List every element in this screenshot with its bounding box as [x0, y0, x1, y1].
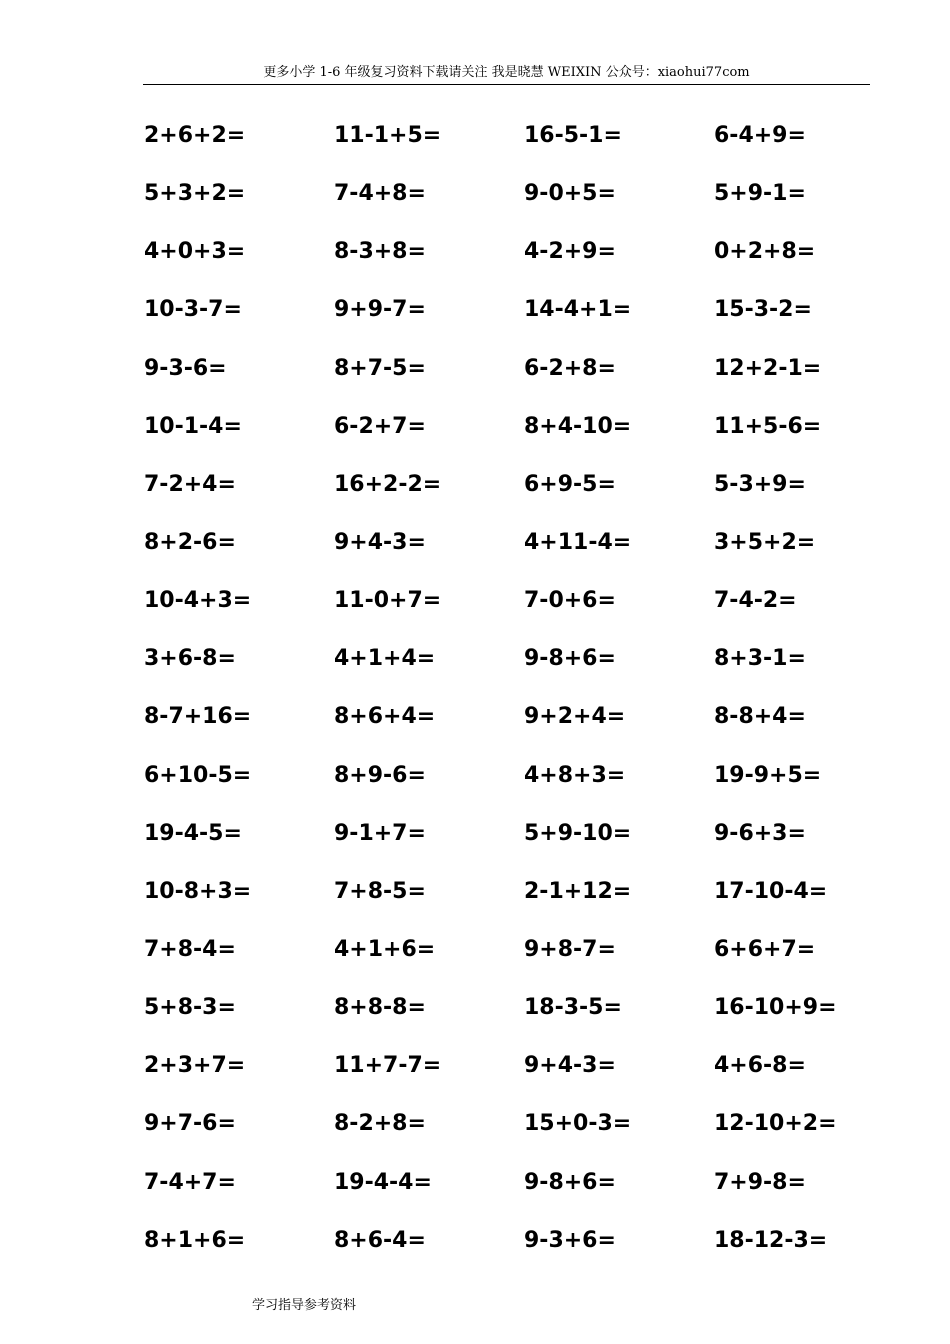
math-problem: 9+4-3= [334, 529, 426, 555]
math-problem: 9-0+5= [524, 181, 616, 207]
math-problem: 11-1+5= [334, 123, 442, 148]
math-problem: 11+7-7= [334, 1053, 442, 1079]
math-problem: 8-7+16= [144, 704, 252, 730]
math-problem: 2+3+7= [144, 1053, 246, 1079]
math-problem: 7-4+8= [334, 181, 426, 207]
math-problem: 6-2+8= [524, 355, 616, 381]
problem-row [144, 581, 844, 639]
math-problem: 5+8-3= [144, 995, 236, 1021]
problem-row [144, 116, 844, 174]
problem-row [144, 1221, 844, 1279]
problem-row [144, 407, 844, 465]
math-problem: 2-1+12= [524, 878, 632, 904]
problem-row [144, 465, 844, 523]
problem-row [144, 1046, 844, 1104]
math-problem: 17-10-4= [714, 878, 828, 904]
math-problem: 8+6+4= [334, 704, 436, 730]
math-problem: 7+8-5= [334, 878, 426, 904]
problem-row [144, 930, 844, 988]
math-problem: 8+8-8= [334, 995, 426, 1021]
math-problem: 9-3+6= [524, 1227, 616, 1253]
math-problem: 5+3+2= [144, 181, 246, 207]
math-problem: 9-6+3= [714, 820, 806, 846]
math-problem: 19-4-4= [334, 1169, 432, 1195]
math-problem: 10-4+3= [144, 588, 252, 614]
math-problem: 5+9-1= [714, 181, 806, 207]
math-problem: 8+2-6= [144, 529, 236, 555]
problem-row [144, 697, 844, 755]
problem-row [144, 174, 844, 232]
math-problem: 8+1+6= [144, 1227, 246, 1253]
problem-row [144, 988, 844, 1046]
problem-grid [144, 116, 844, 1279]
math-problem: 4+1+6= [334, 936, 436, 962]
math-problem: 8-3+8= [334, 239, 426, 265]
math-problem: 9-8+6= [524, 646, 616, 672]
math-problem: 8+4-10= [524, 413, 632, 439]
math-problem: 8+7-5= [334, 355, 426, 381]
problem-row [144, 1163, 844, 1221]
math-problem: 16+2-2= [334, 471, 442, 497]
problem-row [144, 639, 844, 697]
math-problem: 7-4+7= [144, 1169, 236, 1195]
math-problem: 10-1-4= [144, 413, 242, 439]
problem-row [144, 814, 844, 872]
math-problem: 6-2+7= [334, 413, 426, 439]
math-problem: 6+6+7= [714, 936, 816, 962]
math-problem: 6+10-5= [144, 762, 252, 788]
math-problem: 7-4-2= [714, 588, 797, 614]
math-problem: 12-10+2= [714, 1111, 837, 1137]
math-problem: 4+0+3= [144, 239, 246, 265]
math-problem: 6-4+9= [714, 123, 806, 148]
problem-row [144, 349, 844, 407]
problem-row [144, 290, 844, 348]
math-problem: 19-9+5= [714, 762, 822, 788]
math-problem: 8+9-6= [334, 762, 426, 788]
problem-row [144, 1104, 844, 1162]
problem-row [144, 756, 844, 814]
math-problem: 9+4-3= [524, 1053, 616, 1079]
math-problem: 5-3+9= [714, 471, 806, 497]
math-problem: 7+9-8= [714, 1169, 806, 1195]
math-problem: 9+2+4= [524, 704, 626, 730]
math-problem: 10-3-7= [144, 297, 242, 323]
math-problem: 5+9-10= [524, 820, 632, 846]
math-problem: 12+2-1= [714, 355, 822, 381]
math-problem: 9-1+7= [334, 820, 426, 846]
math-problem: 19-4-5= [144, 820, 242, 846]
math-problem: 9-8+6= [524, 1169, 616, 1195]
math-problem: 8+6-4= [334, 1227, 426, 1253]
math-problem: 11-0+7= [334, 588, 442, 614]
math-problem: 14-4+1= [524, 297, 632, 323]
math-problem: 16-5-1= [524, 123, 622, 148]
problem-row [144, 232, 844, 290]
problem-row [144, 523, 844, 581]
math-problem: 2+6+2= [144, 123, 246, 148]
math-problem: 9+8-7= [524, 936, 616, 962]
math-problem: 9+9-7= [334, 297, 426, 323]
math-problem: 4+8+3= [524, 762, 626, 788]
math-problem: 8+3-1= [714, 646, 806, 672]
math-problem: 4+6-8= [714, 1053, 806, 1079]
math-problem: 6+9-5= [524, 471, 616, 497]
math-problem: 3+6-8= [144, 646, 236, 672]
math-problem: 4+11-4= [524, 529, 632, 555]
page-header: 更多小学 1-6 年级复习资料下载请关注 我是晓慧 WEIXIN 公众号：xiaohui77com [143, 62, 870, 85]
math-problem: 4-2+9= [524, 239, 616, 265]
math-problem: 9+7-6= [144, 1111, 236, 1137]
math-problem: 8-2+8= [334, 1111, 426, 1137]
math-problem: 4+1+4= [334, 646, 436, 672]
math-problem: 7-2+4= [144, 471, 236, 497]
page-footer: 学习指导参考资料 [252, 1298, 357, 1313]
math-problem: 9-3-6= [144, 355, 227, 381]
problem-row [144, 872, 844, 930]
math-problem: 7-0+6= [524, 588, 616, 614]
math-problem: 11+5-6= [714, 413, 822, 439]
math-problem: 15-3-2= [714, 297, 812, 323]
math-problem: 3+5+2= [714, 529, 816, 555]
math-problem: 18-12-3= [714, 1227, 828, 1253]
math-problem: 0+2+8= [714, 239, 816, 265]
math-problem: 10-8+3= [144, 878, 252, 904]
math-problem: 7+8-4= [144, 936, 236, 962]
math-problem: 15+0-3= [524, 1111, 632, 1137]
math-problem: 8-8+4= [714, 704, 806, 730]
math-problem: 18-3-5= [524, 995, 622, 1021]
math-problem: 16-10+9= [714, 995, 837, 1021]
